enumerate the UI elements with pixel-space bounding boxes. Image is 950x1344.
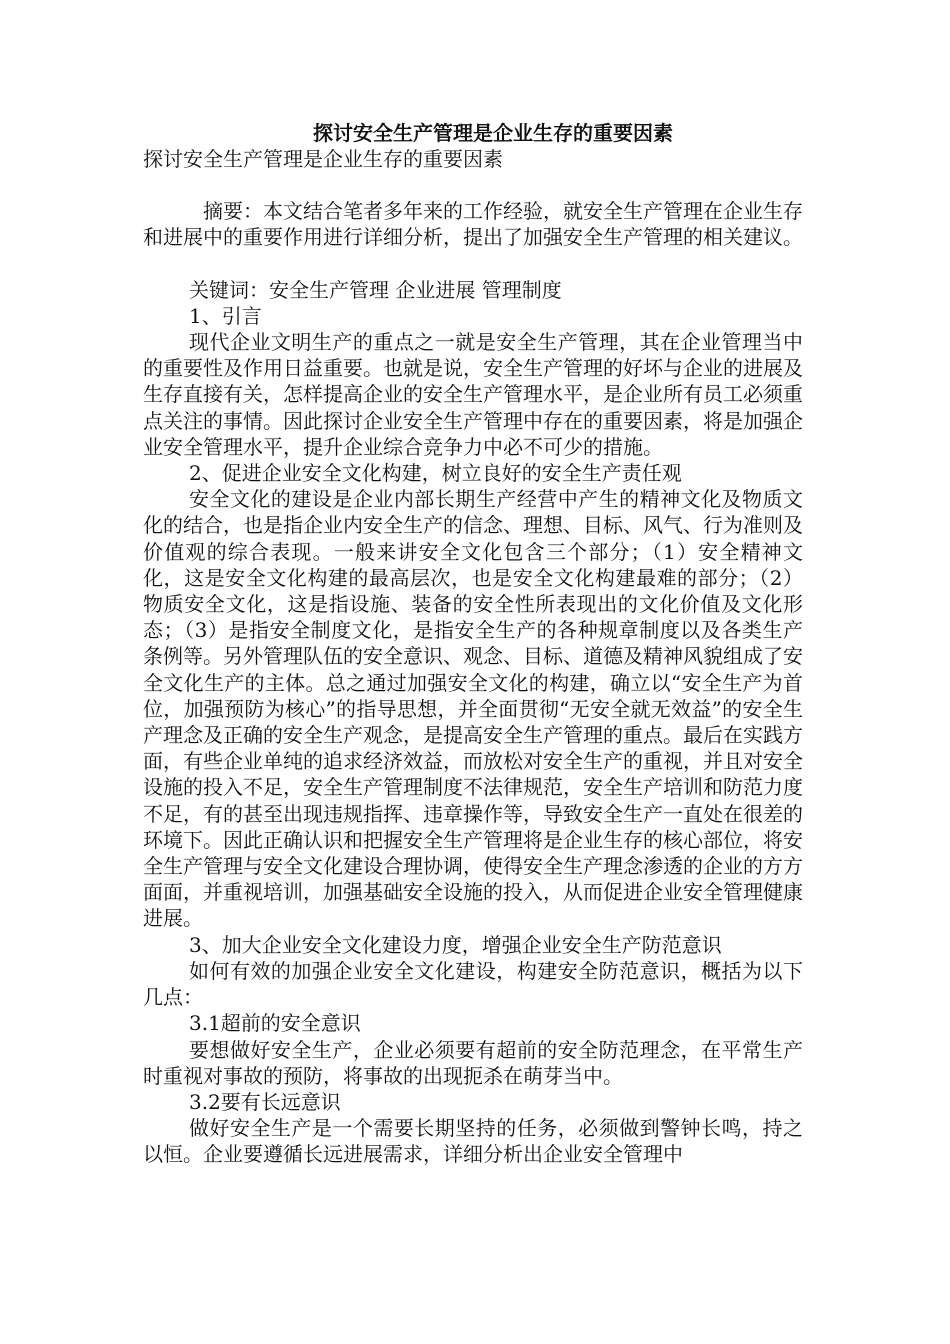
section-1-heading: 1、引言: [189, 303, 262, 328]
spacer: [143, 251, 803, 277]
section-3-heading: 3、加大企业安全文化建设力度，增强企业安全生产防范意识: [189, 932, 722, 957]
section-3-2-paragraph: 做好安全生产是一个需要长期坚持的任务，必须做到警钟长鸣，持之以恒。企业要遵循长远进展需求，详细分析出企业安全管理中: [143, 1116, 803, 1167]
abstract-paragraph: 摘要：本文结合笔者多年来的工作经验，就安全生产管理在企业生存和进展中的重要作用进行详细分析，提出了加强安全生产管理的相关建议。: [143, 199, 803, 250]
keywords-line: 关键词：安全生产管理 企业进展 管理制度: [189, 277, 562, 302]
section-3-paragraph: 如何有效的加强企业安全文化建设，构建安全防范意识，概括为以下几点：: [143, 958, 803, 1010]
section-3-1-paragraph: 要想做好安全生产，企业必须要有超前的安全防范理念，在平常生产时重视对事故的预防，将事故的出现扼杀在萌芽当中。: [143, 1037, 803, 1088]
section-3-1-heading: 3.1超前的安全意识: [189, 1011, 361, 1036]
section-1-paragraph: 现代企业文明生产的重点之一就是安全生产管理，其在企业管理当中的重要性及作用日益重要。也就是说，安全生产管理的好坏与企业的进展及生存直接有关，怎样提高企业的安全生产管理水平，是企业所有员工必须重点关注的事情。因此探讨企业安全生产管理中存在的重要因素，将是加强企业安全管理水平，提升企业综合竞争力中必不可少的措施。: [143, 330, 803, 459]
document-title: 探讨安全生产管理是企业生存的重要因素: [313, 121, 673, 145]
section-3-2-heading: 3.2要有长远意识: [189, 1089, 341, 1114]
section-2-heading: 2、促进企业安全文化构建，树立良好的安全生产责任观: [189, 461, 682, 486]
section-2-paragraph: 安全文化的建设是企业内部长期生产经营中产生的精神文化及物质文化的结合，也是指企业内安全生产的信念、理想、目标、风气、行为准则及价值观的综合表现。一般来讲安全文化包含三个部分；（1）安全精神文化，这是安全文化构建的最高层次，也是安全文化构建最难的部分；（2）物质安全文化，这是指设施、装备的安全性所表现出的文化价值及文化形态；（3）是指安全制度文化，是指安全生产的各种规章制度以及各类生产条例等。另外管理队伍的安全意识、观念、目标、道德及精神风貌组成了安全文化生产的主体。总之通过加强安全文化的构建，确立以“安全生产为首位，加强预防为核心”的指导思想，并全面贯彻“无安全就无效益”的安全生产理念及正确的安全生产观念，是提高安全生产管理的重点。最后在实践方面，有些企业单纯的追求经济效益，而放松对安全生产的重视，并且对安全设施的投入不足，安全生产管理制度不法律规范，安全生产培训和防范力度不足，有的甚至出现违规指挥、违章操作等，导致安全生产一直处在很差的环境下。因此正确认识和把握安全生产管理将是企业生存的核心部位，将安全生产管理与安全文化建设合理协调，使得安全生产理念渗透的企业的方方面面，并重视培训，加强基础安全设施的投入，从而促进企业安全管理健康进展。: [143, 487, 803, 931]
document-page: [143, 120, 803, 1168]
spacer: [143, 172, 803, 198]
document-subtitle: 探讨安全生产管理是企业生存的重要因素: [143, 147, 503, 171]
